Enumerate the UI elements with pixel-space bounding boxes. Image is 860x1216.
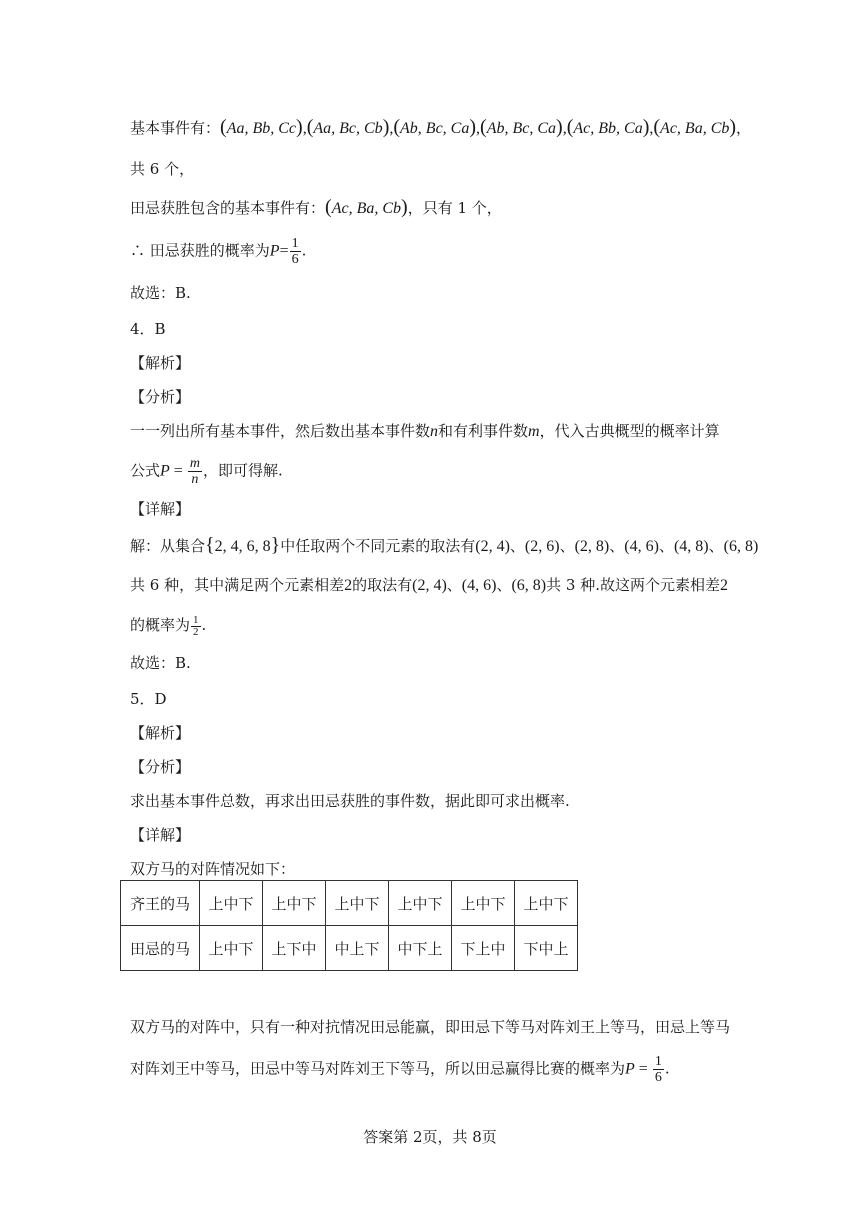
q4-detail-text: 解：从集合 xyxy=(130,537,206,555)
paren-open: ( xyxy=(566,116,574,138)
event-2: Aa, Bc, Cb xyxy=(313,120,383,137)
equals-sign: = xyxy=(634,1060,652,1078)
period: . xyxy=(664,1059,670,1078)
paren-open: ( xyxy=(220,116,227,138)
q4-formula-label: 公式 xyxy=(130,461,161,480)
pair: (4, 6) xyxy=(461,577,497,594)
basic-events-line xyxy=(130,116,751,140)
basic-events-label: 基本事件有： xyxy=(130,119,221,137)
pair: (2, 6) xyxy=(524,538,560,555)
paren-close: ) xyxy=(642,116,650,138)
period: . xyxy=(201,616,207,634)
paren-open: ( xyxy=(393,116,401,138)
q4-detail-text: 中任取两个不同元素的取法有 xyxy=(280,537,476,555)
var-p: P xyxy=(625,1060,635,1078)
event-sep: , xyxy=(562,120,567,137)
q4-xiangjie-heading: 【详解】 xyxy=(130,500,191,518)
pair-sep: 、 xyxy=(559,537,575,555)
brace-close: } xyxy=(270,534,281,556)
q4-jiexi-heading: 【解析】 xyxy=(130,354,191,372)
win-probability-line xyxy=(130,236,306,267)
table-row xyxy=(121,926,578,971)
event-6: Ac, Ba, Cb xyxy=(660,120,730,137)
table-cell: 上中下 xyxy=(326,881,389,926)
event-sep: , xyxy=(649,120,654,137)
q4-analysis-text: ，代入古典概型的概率计算 xyxy=(539,422,720,440)
win-events-label: 田忌获胜包含的基本事件有： xyxy=(130,199,326,217)
q4-formula-post: ，即可得解. xyxy=(202,461,283,480)
q4-analysis-line-1 xyxy=(130,420,720,443)
pair: (6, 8) xyxy=(511,577,547,594)
event-5: Ac, Bb, Ca xyxy=(573,120,643,137)
period: . xyxy=(301,241,307,260)
line-end-comma: ， xyxy=(736,119,752,137)
pair: (2, 4) xyxy=(412,577,447,594)
paren-open: ( xyxy=(306,116,314,138)
table-cell: 下中上 xyxy=(515,926,578,971)
paren-close: ) xyxy=(401,196,408,218)
pair: (2, 8) xyxy=(574,538,610,555)
q5-conclusion-line-2 xyxy=(130,1054,670,1085)
difference-value: 2 xyxy=(719,577,728,594)
var-n: n xyxy=(430,423,439,440)
q4-detail-line-3 xyxy=(130,614,206,638)
q4-detail-text: 的概率为 xyxy=(130,616,191,634)
pair-sep: 、 xyxy=(496,576,512,594)
paren-open: ( xyxy=(325,196,332,218)
table-cell: 齐王的马 xyxy=(121,881,200,926)
table-cell: 田忌的马 xyxy=(121,926,200,971)
numerator: m xyxy=(189,456,200,471)
table-cell: 上中下 xyxy=(515,881,578,926)
pair-sep: 、 xyxy=(708,537,724,555)
event-sep: , xyxy=(302,120,307,137)
q4-analysis-text: 一一列出所有基本事件，然后数出基本事件数 xyxy=(130,422,431,440)
q5-number: 5．D xyxy=(130,690,167,708)
event-sep: , xyxy=(389,120,394,137)
fraction-one-sixth xyxy=(653,1054,664,1085)
paren-close: ) xyxy=(556,116,563,138)
q4-answer-choice: 故选：B. xyxy=(130,654,191,672)
q4-detail-line-2 xyxy=(130,574,728,597)
win-probability-label: ∴ 田忌获胜的概率为 xyxy=(130,241,270,260)
q4-fenxi-heading: 【分析】 xyxy=(130,388,191,406)
page-footer: 答案第 2页，共 8页 xyxy=(363,1128,497,1146)
q4-detail-line-1 xyxy=(130,534,758,558)
q4-detail-text: 共 3 种.故这两个元素相差 xyxy=(546,576,720,594)
table-cell: 上中下 xyxy=(452,881,515,926)
q5-conclusion-text: 对阵刘王中等马，田忌中等马对阵刘王下等马，所以田忌赢得比赛的概率为 xyxy=(130,1059,626,1078)
paren-open: ( xyxy=(480,116,487,138)
pair: (4, 6) xyxy=(624,538,659,555)
pair: (6, 8) xyxy=(723,538,759,555)
win-event: Ac, Ba, Cb xyxy=(331,200,402,217)
event-count-line: 共 6 个， xyxy=(130,160,195,178)
win-events-count: ，只有 1 个， xyxy=(407,199,502,217)
q4-detail-text: 共 6 种，其中满足两个元素相差 xyxy=(130,576,345,594)
pair: (2, 4) xyxy=(475,538,510,555)
q4-analysis-line-2 xyxy=(130,456,283,487)
denominator: n xyxy=(191,472,199,487)
equals-sign: = xyxy=(169,462,187,480)
var-p: P xyxy=(269,242,280,260)
table-cell: 下上中 xyxy=(452,926,515,971)
pair: (4, 8) xyxy=(673,538,709,555)
table-cell: 上下中 xyxy=(263,926,326,971)
q5-fenxi-heading: 【分析】 xyxy=(130,758,191,776)
event-4: Ab, Bc, Ca xyxy=(486,120,557,137)
q5-xiangjie-heading: 【详解】 xyxy=(130,826,191,844)
event-sep: , xyxy=(476,120,481,137)
fraction-m-over-n xyxy=(188,456,202,487)
paren-close: ) xyxy=(382,116,390,138)
q4-detail-text: 的取法有 xyxy=(352,576,413,594)
equals-sign: = xyxy=(279,242,289,260)
fraction-one-half xyxy=(191,615,201,638)
q5-jiexi-heading: 【解析】 xyxy=(130,724,191,742)
denominator: 6 xyxy=(291,252,299,267)
table-row xyxy=(121,881,578,926)
table-cell: 上中下 xyxy=(389,881,452,926)
q5-conclusion-line-1: 双方马的对阵中，只有一种对抗情况田忌能赢，即田忌下等马对阵刘王上等马，田忌上等马 xyxy=(130,1018,731,1036)
table-cell: 中上下 xyxy=(326,926,389,971)
table-cell: 上中下 xyxy=(263,881,326,926)
numerator: 1 xyxy=(193,613,199,626)
pair-sep: 、 xyxy=(446,576,462,594)
denominator: 6 xyxy=(654,1070,662,1085)
numerator: 1 xyxy=(654,1054,662,1069)
answer-choice-line: 故选：B. xyxy=(130,284,191,302)
denominator: 2 xyxy=(193,625,199,638)
paren-close: ) xyxy=(296,116,303,138)
table-cell: 中下上 xyxy=(389,926,452,971)
q4-analysis-text: 和有利事件数 xyxy=(438,422,529,440)
paren-close: ) xyxy=(469,116,477,138)
paren-close: ) xyxy=(729,116,737,138)
q5-analysis-line: 求出基本事件总数，再求出田忌获胜的事件数，据此即可求出概率. xyxy=(130,792,570,810)
var-m: m xyxy=(528,423,540,440)
fraction-one-sixth xyxy=(290,236,301,267)
q4-number: 4．B xyxy=(130,320,166,338)
table-cell: 上中下 xyxy=(200,881,263,926)
pair-sep: 、 xyxy=(509,537,525,555)
event-1: Aa, Bb, Cc xyxy=(226,120,297,137)
pair-sep: 、 xyxy=(609,537,625,555)
table-cell: 上中下 xyxy=(200,926,263,971)
event-3: Ab, Bc, Ca xyxy=(400,120,470,137)
paren-open: ( xyxy=(653,116,661,138)
brace-open: { xyxy=(205,534,215,556)
win-events-line xyxy=(130,196,502,220)
var-p: P xyxy=(160,462,170,480)
pair-sep: 、 xyxy=(658,537,674,555)
q5-table-intro: 双方马的对阵情况如下： xyxy=(130,860,296,878)
difference-value: 2 xyxy=(344,577,353,594)
horse-matchup-table xyxy=(120,880,578,971)
numerator: 1 xyxy=(291,236,299,251)
set-elements: 2, 4, 6, 8 xyxy=(214,538,271,555)
